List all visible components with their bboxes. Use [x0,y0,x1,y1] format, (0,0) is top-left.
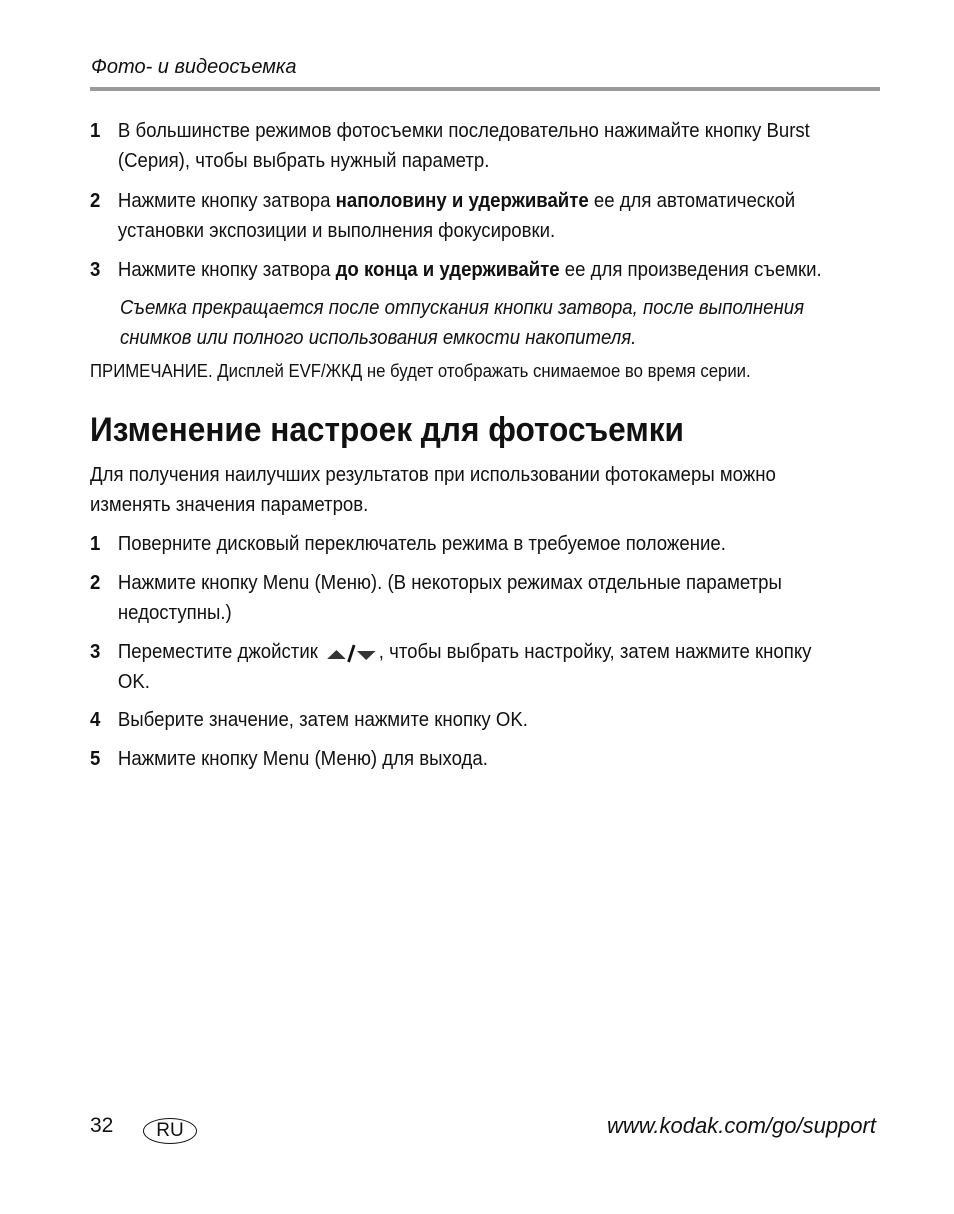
step-text: Нажмите кнопку затвора наполовину и удерживайте ее для автоматической установки экспозиции и выполнения фокусировки. [117,190,796,242]
step-number: 3 [90,259,101,281]
step-text: Нажмите кнопку Menu (Меню). (В некоторых режимах отдельные параметры недоступны.) [117,572,782,624]
step-text: Поверните дисковый переключатель режима в требуемое положение. [117,533,726,555]
step-text: Нажмите кнопку затвора до конца и удерживайте ее для произведения съемки. [117,259,822,281]
section-intro: Для получения наилучших результатов при использовании фотокамеры можно изменять значения параметров. [90,464,776,516]
burst-step-1 [90,116,825,176]
note-text: ПРИМЕЧАНИЕ. Дисплей EVF/ЖКД не будет отображать снимаемое во время серии. [90,361,751,381]
settings-step-4 [90,705,825,735]
page-number: 32 [90,1114,114,1137]
step-text: В большинстве режимов фотосъемки последовательно нажимайте кнопку Burst (Серия), чтобы выбрать нужный параметр. [117,120,810,172]
step-number: 5 [90,748,101,770]
settings-step-3 [90,637,825,697]
step-text: Нажмите кнопку Menu (Меню) для выхода. [117,748,488,770]
step-number: 1 [90,533,101,555]
burst-step-3 [90,255,825,285]
running-header: Фото- и видеосъемка [91,56,297,78]
emphasis-text: до конца и удерживайте [335,259,560,281]
settings-step-2 [90,568,825,628]
settings-step-1 [90,529,825,559]
step-number: 2 [90,572,101,594]
section-heading: Изменение настроек для фотосъемки [90,411,684,449]
settings-step-5 [90,744,825,774]
language-badge: RU [143,1118,197,1144]
header-divider [90,87,880,91]
step-number: 3 [90,641,101,663]
burst-step-2 [90,186,825,246]
burst-stop-note: Съемка прекращается после отпускания кнопки затвора, после выполнения снимков или полного использования емкости накопителя. [120,297,805,349]
step-number: 2 [90,190,101,212]
joystick-up-down-icon [325,642,377,664]
step-text: Выберите значение, затем нажмите кнопку OK. [117,709,528,731]
emphasis-text: наполовину и удерживайте [335,190,589,212]
step-text: Переместите джойстик , чтобы выбрать настройку, затем нажмите кнопку OK. [117,641,812,693]
step-number: 4 [90,709,101,731]
step-number: 1 [90,120,101,142]
support-url: www.kodak.com/go/support [606,1113,876,1138]
